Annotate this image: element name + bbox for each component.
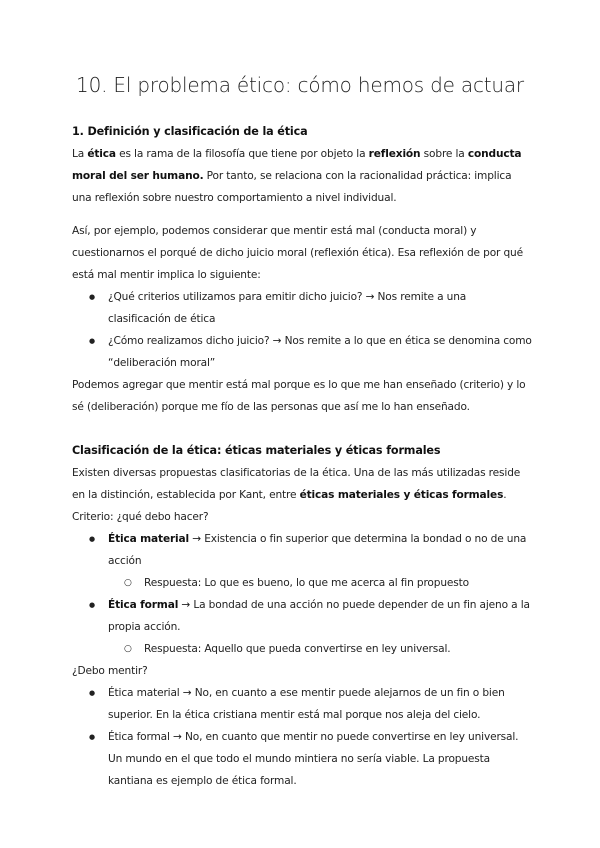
sub-list-item: ○ Respuesta: Lo que es bueno, lo que me acerca al fin propuesto [72, 572, 532, 594]
debo-mentir-line: ¿Debo mentir? [72, 665, 148, 677]
text-run: Existen diversas propuestas clasificatorias de la ética. Una de las más utilizadas reside en la distinción, establecida por Kant, entre [72, 467, 521, 501]
bold-term: Ética formal [108, 599, 179, 611]
text-run: Por tanto, se relaciona con la racionalidad práctica: implica una reflexión sobre nuestro comportamiento a nivel individual. [72, 170, 512, 204]
bold-term-eticas: éticas materiales y éticas formales [299, 489, 504, 501]
page-title: 10. El problema ético: cómo hemos de actuar [76, 73, 524, 97]
bullet-list-eticas [72, 528, 532, 660]
paragraph-definicion [72, 143, 532, 209]
section-heading-definicion: 1. Definición y clasificación de la ética [72, 125, 308, 138]
bold-term-etica: ética [87, 148, 116, 160]
sub-list [108, 638, 532, 660]
text-run: es la rama de la filosofía que tiene por objeto la [115, 148, 369, 160]
text-run: → Existencia o fin superior que determina la bondad o no de una acción [108, 533, 527, 567]
list-item-etica-formal [72, 594, 532, 660]
text-run: sobre la [420, 148, 468, 160]
paragraph-agregar: Podemos agregar que mentir está mal porque es lo que me han enseñado (criterio) y lo sé (deliberación) porque me fío de las personas que así me lo han enseñado. [72, 379, 526, 413]
document-body [72, 122, 532, 792]
bullet-list-mentir [72, 682, 532, 792]
bold-term: Ética material [108, 533, 190, 545]
sub-list [108, 572, 532, 594]
bold-term-reflexion: reflexión [368, 148, 421, 160]
section-heading-clasificacion: Clasificación de la ética: éticas materiales y éticas formales [72, 444, 441, 457]
list-item: ● ¿Qué criterios utilizamos para emitir dicho juicio? → Nos remite a una clasificación de ética [72, 286, 532, 330]
criterio-line: Criterio: ¿qué debo hacer? [72, 511, 209, 523]
bold-term-conducta-moral: conducta moral del ser humano. [72, 148, 522, 182]
text-run: → La bondad de una acción no puede depender de un fin ajeno a la propia acción. [108, 599, 530, 633]
bullet-list-preguntas [72, 286, 532, 374]
text-run: . [503, 489, 507, 501]
list-item: ● ¿Cómo realizamos dicho juicio? → Nos remite a lo que en ética se denomina como “deliberación moral” [72, 330, 532, 374]
list-item-etica-material [72, 528, 532, 594]
paragraph-ejemplo: Así, por ejemplo, podemos considerar que mentir está mal (conducta moral) y cuestionarnos el porqué de dicho juicio moral (reflexión ética). Esa reflexión de por qué está mal mentir implica lo siguiente: [72, 225, 523, 281]
paragraph-propuestas [72, 462, 532, 506]
list-item: ● Ética material → No, en cuanto a ese mentir puede alejarnos de un fin o bien superior. En la ética cristiana mentir está mal porque nos aleja del cielo. [72, 682, 532, 726]
list-item: ● Ética formal → No, en cuanto que mentir no puede convertirse en ley universal. Un mundo en el que todo el mundo mintiera no sería viable. La propuesta kantiana es ejemplo de ética formal. [72, 726, 532, 792]
text-run: La [72, 148, 88, 160]
sub-list-item: ○ Respuesta: Aquello que pueda convertirse en ley universal. [72, 638, 532, 660]
